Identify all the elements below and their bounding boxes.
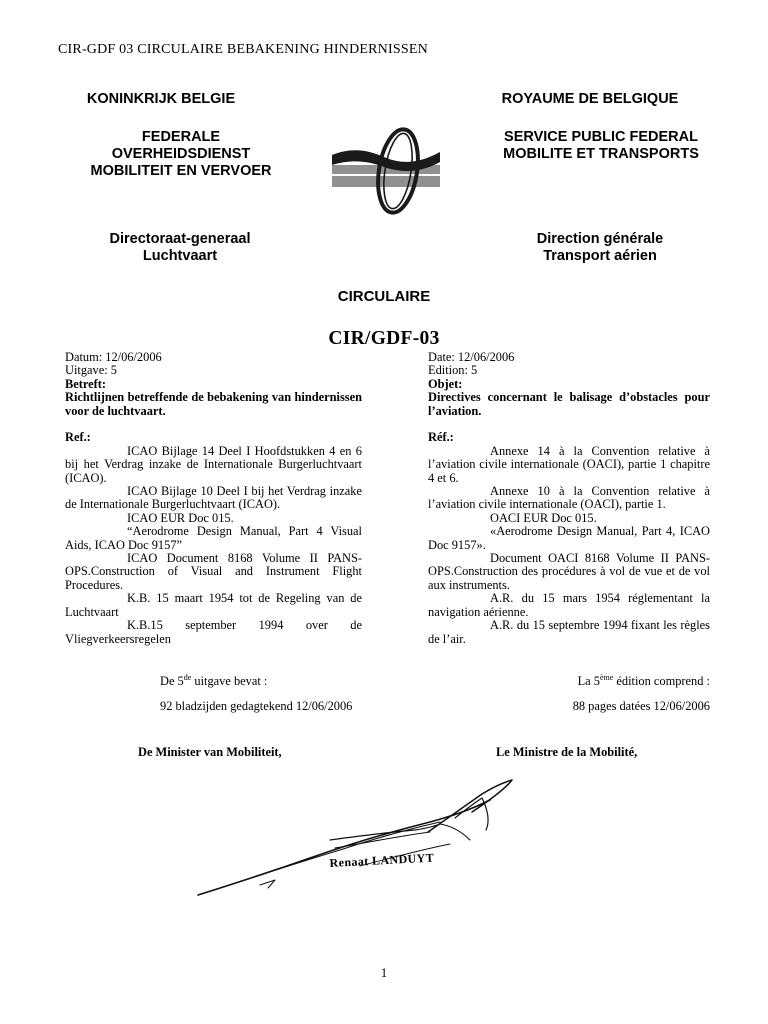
fr-minister-title: Le Ministre de la Mobilité, (496, 745, 638, 759)
nl-reference-item: K.B.15 september 1994 over de Vliegverkeersregelen (65, 618, 362, 646)
fr-date: Date: 12/06/2006 (428, 350, 515, 364)
nl-reference-item: ICAO EUR Doc 015. (127, 510, 234, 525)
fr-reference-item: A.R. du 15 mars 1954 réglementant la navigation aérienne. (428, 591, 710, 619)
nl-references-label: Ref.: (65, 430, 91, 445)
nl-edition-contents (160, 674, 267, 688)
nl-date: Datum: 12/06/2006 (65, 350, 162, 364)
nl-pages-line: 92 bladzijden gedagtekend 12/06/2006 (160, 699, 353, 713)
fr-pages-line: 88 pages datées 12/06/2006 (572, 699, 710, 713)
page-number: 1 (380, 965, 388, 980)
running-header: CIR-GDF 03 CIRCULAIRE BEBAKENING HINDERNISSEN (58, 42, 428, 57)
nl-reference-item: ICAO Document 8168 Volume II PANS-OPS.Construction of Visual and Instrument Flight Procedures. (65, 551, 362, 592)
fr-edition-post: édition comprend : (613, 674, 710, 688)
fr-reference-item: Annexe 14 à la Convention relative à l’aviation civile internationale (OACI), partie 1 chapitre 4 et 6. (428, 443, 710, 485)
nl-service-line: MOBILITEIT EN VERVOER (90, 163, 272, 179)
fr-edition-contents (460, 674, 710, 688)
nl-edition-sup: de (183, 672, 192, 682)
fr-service-line: MOBILITE ET TRANSPORTS (503, 146, 699, 162)
fr-column (428, 351, 710, 646)
fr-subject: Directives concernant le balisage d’obstacles pour l’aviation. (428, 390, 710, 418)
nl-service-line: OVERHEIDSDIENST (111, 146, 251, 162)
nl-edition-pre: De 5 (160, 674, 184, 688)
nl-subject: Richtlijnen betreffende de bebakening van hindernissen voor de luchtvaart. (65, 390, 362, 418)
nl-country-name: KONINKRIJK BELGIE (86, 91, 236, 107)
mobility-logo-icon (330, 126, 442, 218)
fr-reference-item: Document OACI 8168 Volume II PANS-OPS.Construction des procédures à vol de vue et de vol aux instruments. (428, 551, 710, 592)
fr-directorate-line: Direction générale (536, 231, 664, 247)
nl-reference-item: K.B. 15 maart 1954 tot de Regeling van de Luchtvaart (65, 591, 362, 619)
nl-edition: Uitgave: 5 (65, 363, 117, 378)
signer-name: Renaat LANDUYT (329, 850, 435, 871)
nl-minister-title: De Minister van Mobiliteit, (138, 745, 282, 759)
nl-reference-item: ICAO Bijlage 10 Deel I bij het Verdrag inzake de Internationale Burgerluchtvaart (ICAO). (65, 484, 362, 512)
nl-reference-item: ICAO Bijlage 14 Deel I Hoofdstukken 4 en 6 bij het Verdrag inzake de Internationale Burgerluchtvaart (ICAO). (65, 443, 362, 485)
fr-reference-item: «Aerodrome Design Manual, Part 4, ICAO Doc 9157». (428, 524, 710, 552)
nl-column (65, 351, 362, 646)
nl-reference-item: “Aerodrome Design Manual, Part 4 Visual Aids, ICAO Doc 9157” (65, 524, 362, 552)
nl-service-name (50, 129, 312, 180)
fr-service-line: SERVICE PUBLIC FEDERAL (504, 129, 698, 145)
nl-subject-label: Betreft: (65, 376, 107, 391)
nl-directorate (60, 231, 300, 265)
fr-service-name (470, 129, 732, 163)
nl-directorate-line: Directoraat-generaal (109, 231, 251, 247)
circular-title: CIRCULAIRE (337, 288, 431, 305)
fr-reference-item: OACI EUR Doc 015. (490, 510, 597, 525)
fr-references-label: Réf.: (428, 430, 454, 445)
fr-directorate-line: Transport aérien (543, 248, 657, 264)
circular-code: CIR/GDF-03 (328, 328, 440, 349)
fr-subject-label: Objet: (428, 376, 463, 391)
fr-directorate (480, 231, 720, 265)
fr-edition: Edition: 5 (428, 363, 478, 378)
fr-country-name: ROYAUME DE BELGIQUE (501, 91, 679, 107)
nl-directorate-line: Luchtvaart (142, 248, 218, 264)
fr-reference-item: Annexe 10 à la Convention relative à l’aviation civile internationale (OACI), partie 1. (428, 484, 710, 512)
fr-edition-pre: La 5 (577, 674, 600, 688)
fr-reference-item: A.R. du 15 septembre 1994 fixant les règles de l’air. (428, 618, 710, 646)
nl-service-line: FEDERALE (141, 129, 221, 145)
handwritten-signature-icon (190, 770, 530, 905)
nl-edition-post: uitgave bevat : (191, 674, 268, 688)
fr-edition-sup: ème (599, 672, 614, 682)
